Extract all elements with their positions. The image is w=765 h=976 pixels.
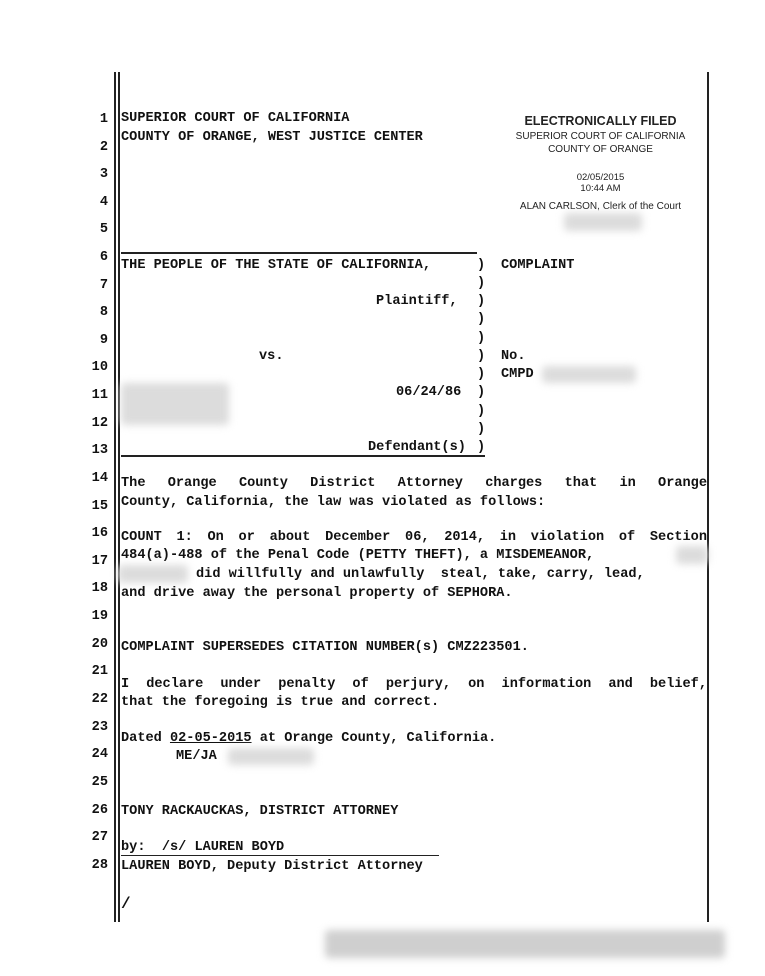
declaration-line-2: that the foregoing is true and correct. (121, 695, 440, 710)
supersedes-line: COMPLAINT SUPERSEDES CITATION NUMBER(s) CMZ223501. (121, 640, 529, 655)
line-number: 5 (99, 222, 108, 237)
stamp-court: SUPERIOR COURT OF CALIFORNIA (515, 131, 686, 142)
caption-paren: ) (477, 312, 486, 327)
line-number: 24 (91, 747, 108, 762)
line-number: 17 (91, 554, 108, 569)
line-number: 23 (91, 720, 108, 735)
by-label: by: (121, 840, 146, 855)
line-number: 28 (91, 858, 108, 873)
line-number: 19 (91, 609, 108, 624)
line-number: 4 (99, 195, 108, 210)
line-number: 20 (91, 637, 108, 652)
count-line-2: 484(a)-488 of the Penal Code (PETTY THEFT), a MISDEMEANOR, (121, 548, 595, 563)
caption-paren: ) (477, 349, 486, 364)
line-number: 14 (91, 471, 108, 486)
line-number: 22 (91, 692, 108, 707)
document-type: COMPLAINT (501, 258, 575, 273)
line-number: 18 (91, 581, 108, 596)
court-county: COUNTY OF ORANGE, WEST JUSTICE CENTER (121, 130, 423, 145)
line-number: 6 (99, 250, 108, 265)
caption-paren: ) (477, 367, 486, 382)
district-attorney: TONY RACKAUCKAS, DISTRICT ATTORNEY (121, 804, 399, 819)
count-line-1: COUNT 1: On or about December 06, 2014, in violation of Section (121, 530, 707, 545)
redacted-footer (325, 930, 725, 958)
deputy-name: LAUREN BOYD, Deputy District Attorney (121, 859, 423, 874)
caption-paren: ) (477, 404, 486, 419)
initials: ME/JA (176, 749, 217, 764)
line-number: 7 (99, 278, 108, 293)
line-number: 13 (91, 443, 108, 458)
signature-rule (121, 855, 439, 856)
redacted-clerk-deputy (564, 213, 642, 231)
line-number: 15 (91, 499, 108, 514)
line-number: 11 (91, 388, 108, 403)
agency-label: CMPD (501, 367, 534, 382)
signature: /s/ LAUREN BOYD (161, 840, 285, 855)
left-margin-rule-inner (118, 72, 120, 922)
line-number: 12 (91, 416, 108, 431)
caption-people: THE PEOPLE OF THE STATE OF CALIFORNIA, (121, 258, 431, 273)
line-number: 1 (99, 112, 108, 127)
caption-vs: vs. (259, 349, 284, 364)
dated-place: at Orange County, California. (259, 731, 497, 746)
redacted-defendant-name (121, 383, 229, 425)
redacted-defendant-name-3 (118, 565, 188, 583)
line-number: 21 (91, 664, 108, 679)
line-number: 8 (99, 305, 108, 320)
line-number: 25 (91, 775, 108, 790)
redacted-defendant-name-2 (676, 546, 708, 564)
caption-paren: ) (477, 258, 486, 273)
caption-paren: ) (477, 294, 486, 309)
charges-line-1: The Orange County District Attorney charges that in Orange (121, 476, 707, 491)
dated-label: Dated (121, 731, 162, 746)
caption-top-rule (121, 252, 477, 254)
caption-paren: ) (477, 276, 486, 291)
caption-bottom-rule (121, 455, 485, 457)
charges-line-2: County, California, the law was violated as follows: (121, 495, 546, 510)
line-number: 3 (99, 167, 108, 182)
caption-dob: 06/24/86 (396, 385, 462, 400)
line-number: 10 (91, 360, 108, 375)
right-margin-rule (707, 72, 709, 922)
declaration-line-1: I declare under penalty of perjury, on information and belief, (121, 677, 707, 692)
line-number: 16 (91, 526, 108, 541)
caption-defendant: Defendant(s) (368, 440, 466, 455)
count-line-4: and drive away the personal property of SEPHORA. (121, 586, 513, 601)
stamp-county: COUNTY OF ORANGE (548, 144, 653, 155)
line-number: 27 (91, 830, 108, 845)
signature-line (121, 840, 284, 855)
line-number: 9 (99, 333, 108, 348)
page-slash: / (121, 895, 131, 913)
redacted-initials-detail (228, 748, 314, 765)
line-number: 2 (99, 140, 108, 155)
caption-plaintiff: Plaintiff, (376, 294, 458, 309)
count-line-3: did willfully and unlawfully steal, take, carry, lead, (196, 567, 645, 582)
stamp-title: ELECTRONICALLY FILED (524, 114, 677, 128)
case-number-label: No. (501, 349, 526, 364)
left-margin-rule-outer (114, 72, 116, 922)
caption-paren: ) (477, 422, 486, 437)
caption-paren: ) (477, 385, 486, 400)
dated-date: 02-05-2015 (169, 731, 252, 746)
caption-paren: ) (477, 440, 486, 455)
redacted-agency-number (542, 366, 636, 383)
stamp-clerk: ALAN CARLSON, Clerk of the Court (519, 201, 682, 212)
stamp-time: 10:44 AM (580, 183, 621, 194)
court-name: SUPERIOR COURT OF CALIFORNIA (121, 111, 350, 126)
dated-line (121, 731, 496, 746)
caption-paren: ) (477, 331, 486, 346)
line-number: 26 (91, 803, 108, 818)
stamp-date: 02/05/2015 (576, 172, 625, 183)
